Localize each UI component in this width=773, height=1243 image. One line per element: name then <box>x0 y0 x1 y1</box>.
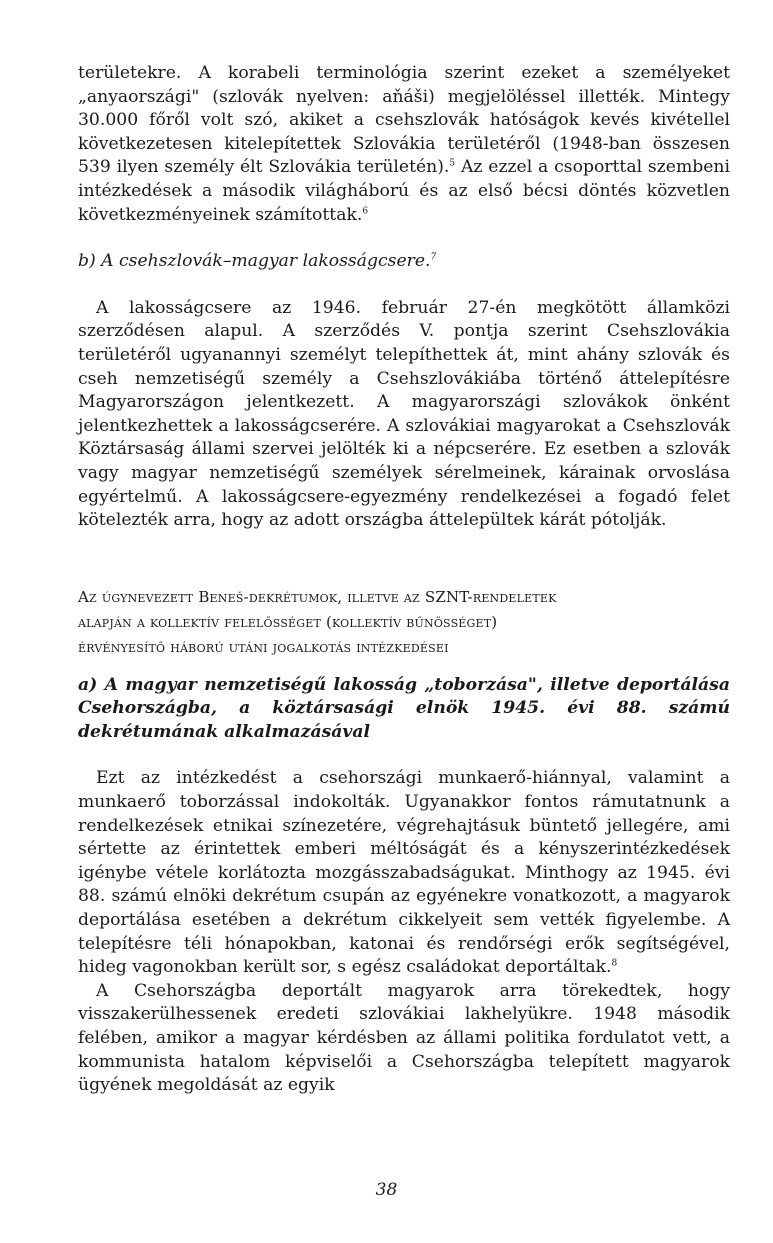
paragraph-1-text: területekre. A korabeli terminológia szerint ezeket a személyeket „anyaországi" (szlovák nyelven: aňáši) megjelöléssel illették. Mintegy 30.000 főről volt szó, akiket a csehszlovák hatóságok kevés kivétellel következetesen kitelepítettek Szlovákia területéről (1948-ban összesen 539 ilyen személy élt Szlovákia területén). <box>78 63 730 178</box>
paragraph-4: A Csehországba deportált magyarok arra törekedtek, hogy visszakerülhessenek eredeti szlovákiai lakhelyükre. 1948 második felében, amikor a magyar kérdésben az állami politika fordulatot vett, a kommunista hatalom képviselői a Csehországba telepített magyarok ügyének megoldását az egyik <box>78 980 730 1096</box>
page-number: 38 <box>375 1180 398 1200</box>
footnote-marker-6[interactable]: 6 <box>362 205 369 216</box>
section-title-line-1: Az úgynevezett Beneš-dekrétumok, illetve az SZNT-rendeletek <box>78 587 557 606</box>
section-title-line-3: érvényesítő háború utáni jogalkotás intézkedései <box>78 637 449 656</box>
footnote-marker-5[interactable]: 5 <box>449 158 456 169</box>
subheading-b <box>78 250 730 274</box>
paragraph-3-text: Ezt az intézkedést a csehországi munkaerő-hiánnyal, valamint a munkaerő toborzással indokolták. Ugyanakkor fontos rámutatnunk a rendelkezések etnikai színezetére, végrehajtásuk büntető jellegére, ami sértette az érintettek emberi méltóságát és a kényszerintézkedések igénybe vétele korlátozta mozgásszabadságukat. Minthogy az 1945. évi 88. számú elnöki dekrétum csupán az egyénekre vonatkozott, a magyarok deportálása esetében a dekrétum cikkelyeit sem vették figyelembe. A telepítésre téli hónapokban, katonai és rendőrségi erők segítségével, hideg vagonokban került sor, s egész családokat deportáltak. <box>78 768 730 978</box>
subheading-a: a) A magyar nemzetiségű lakosság „toborzása", illetve deportálása Csehországba, a köztársasági elnök 1945. évi 88. számú dekrétumának alkalmazásával <box>78 674 730 742</box>
subheading-b-text: b) A csehszlovák–magyar lakosságcsere. <box>78 251 431 272</box>
section-title-line-2: alapján a kollektív felelősséget (kollektív bűnösséget) <box>78 612 498 631</box>
paragraph-3 <box>78 767 730 979</box>
paragraph-2: A lakosságcsere az 1946. február 27-én megkötött államközi szerződésen alapul. A szerződés V. pontja szerint Csehszlovákia területéről ugyanannyi személyt telepíthettek át, mint ahány szlovák és cseh nemzetiségű személy a Csehszlovákiába történő áttelepítésre Magyarországon jelentkezett. A magyarországi szlovákok önként jelentkezhettek a lakosságcserére. A szlovákiai magyarokat a Csehszlovák Köztársaság állami szervei jelölték ki a népcserére. Ez esetben a szlovák vagy magyar nemzetiségű személyek sérelmeinek, kárainak orvoslása egyértelmű. A lakosságcsere-egyezmény rendelkezései a fogadó felet kötelezték arra, hogy az adott országba áttelepültek kárát pótolják. <box>78 297 730 531</box>
page-content <box>78 62 730 1098</box>
footnote-marker-7[interactable]: 7 <box>430 252 437 263</box>
paragraph-1 <box>78 62 730 227</box>
paragraph-1-continuation: Az ezzel a csoporttal szembeni intézkedések a második világháború és az első bécsi döntés közvetlen következményeinek számítottak. <box>78 157 730 225</box>
footnote-marker-8[interactable]: 8 <box>611 958 618 969</box>
